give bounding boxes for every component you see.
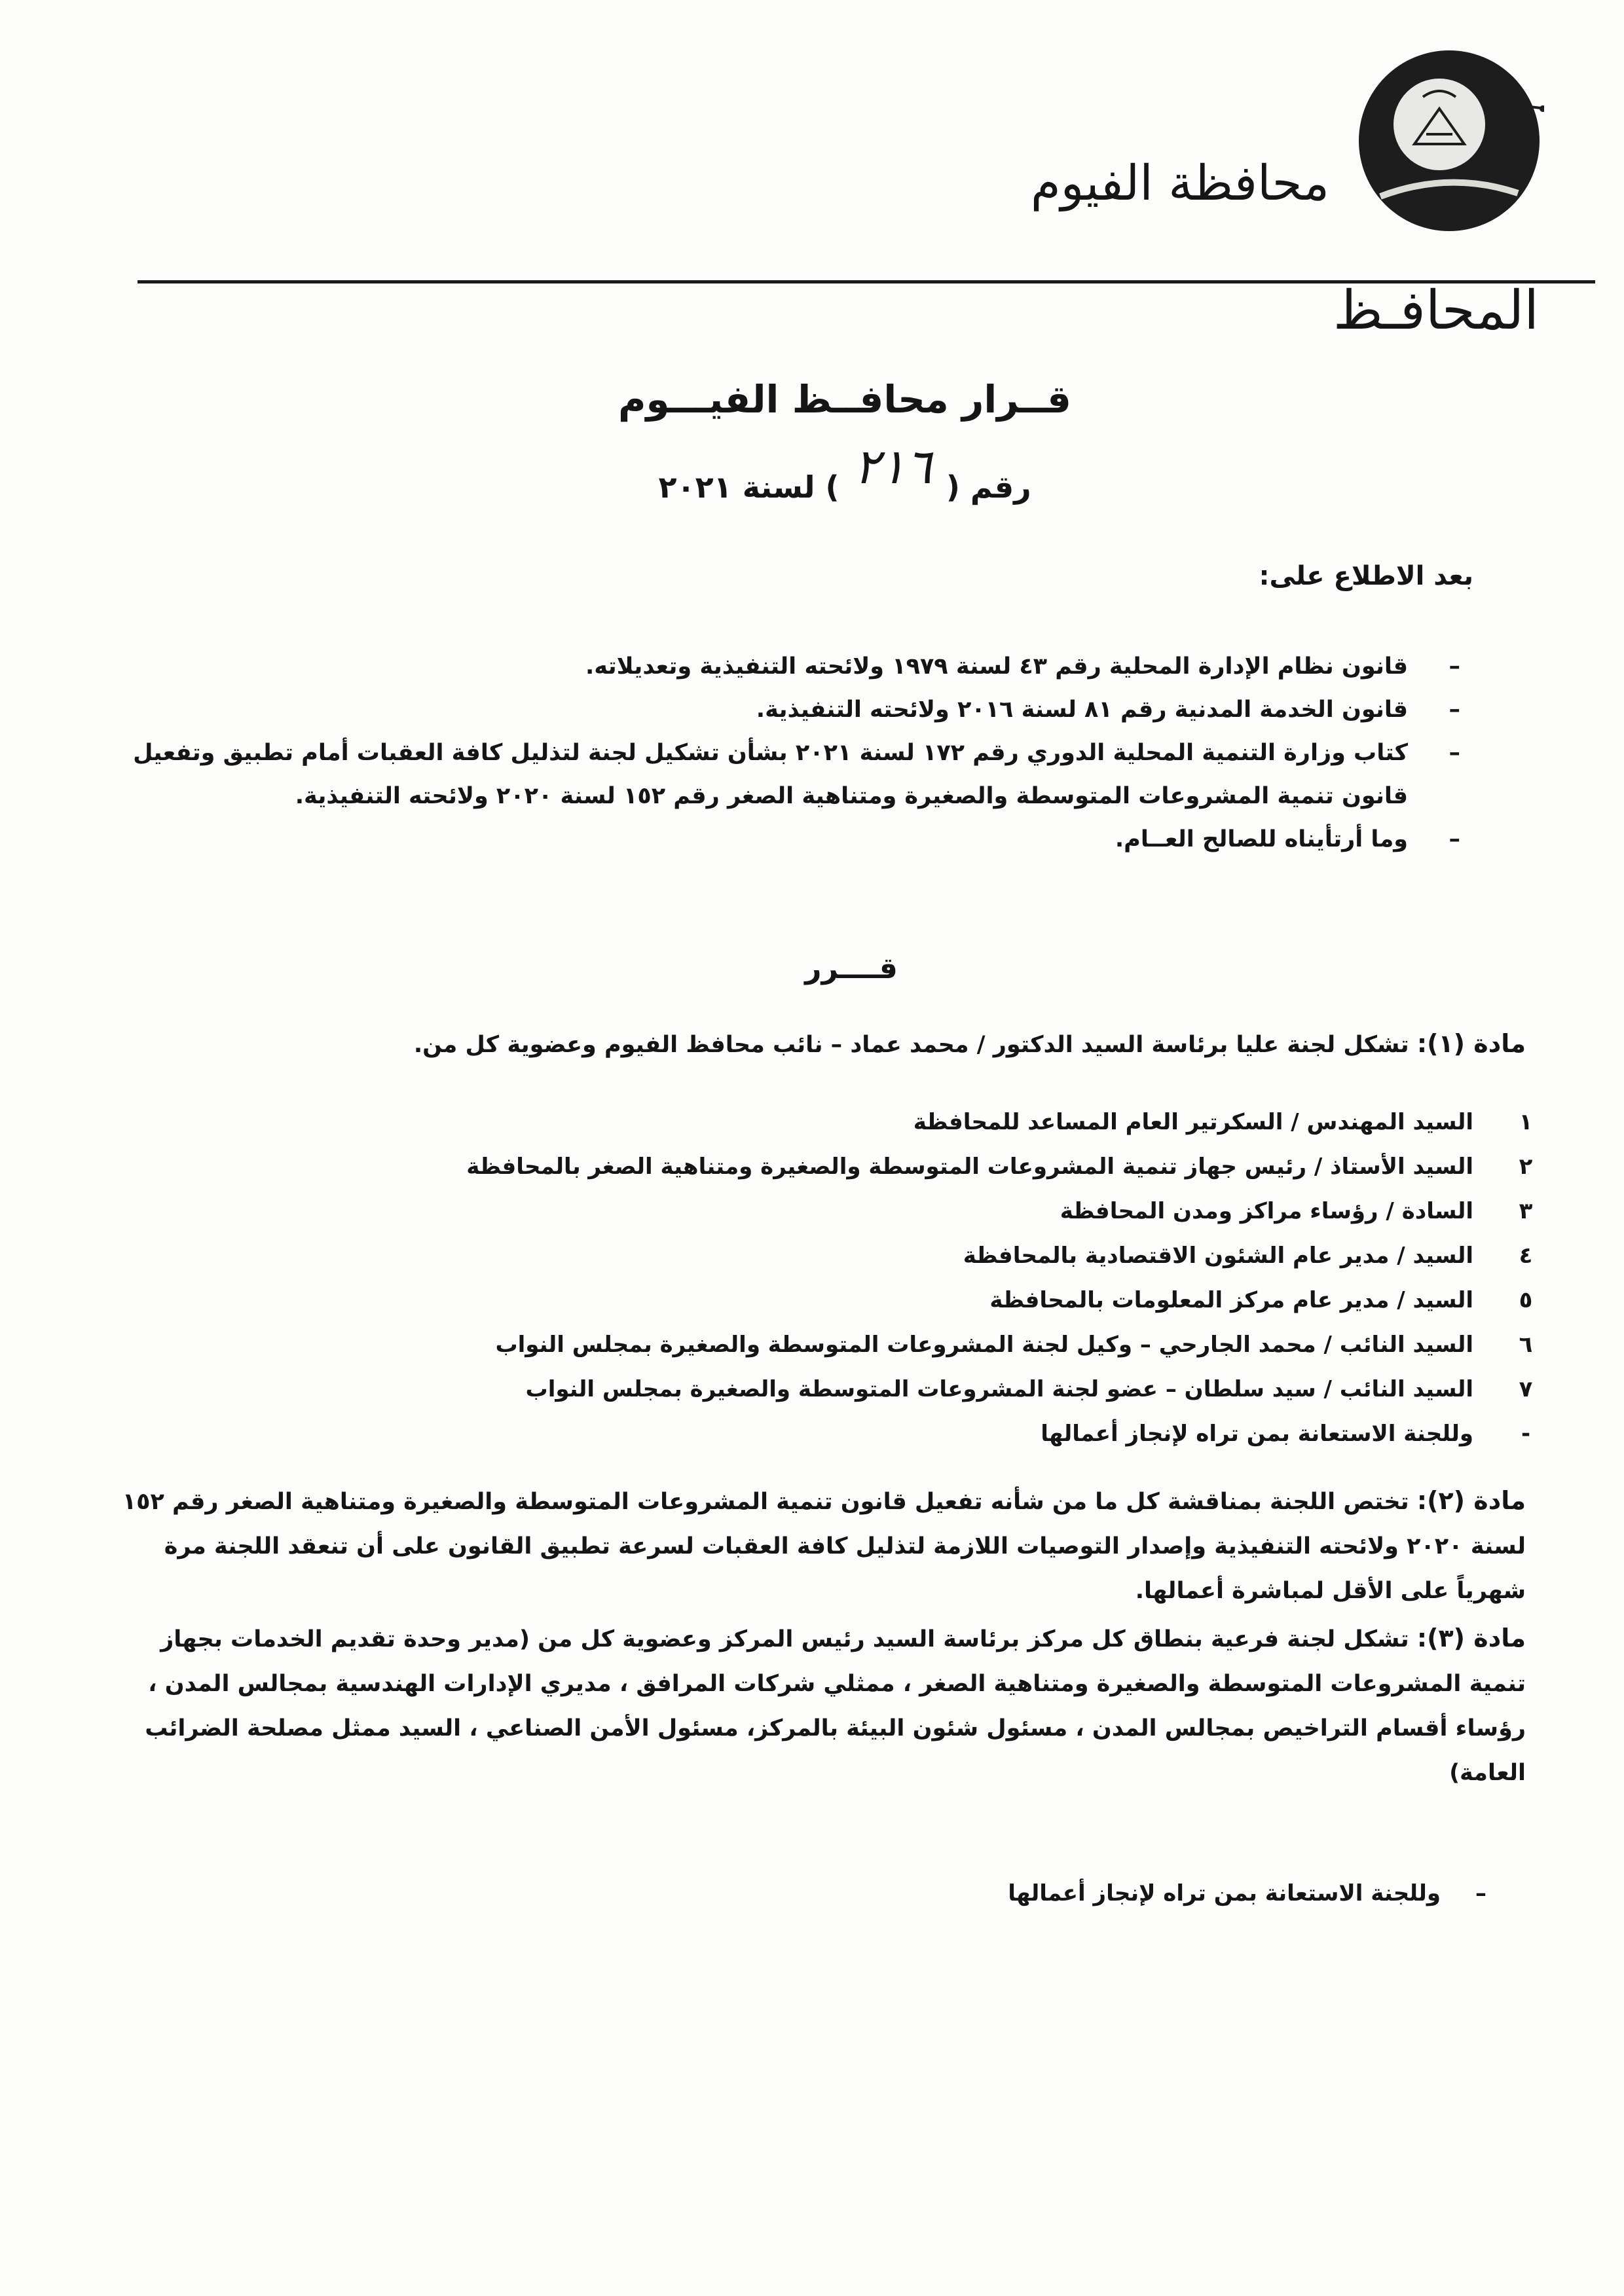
governorate-seal <box>1354 46 1544 236</box>
decided-heading: قــــرر <box>805 952 898 985</box>
member-text: وللجنة الاستعانة بمن تراه لإنجاز أعمالها <box>1041 1421 1473 1447</box>
article-1 <box>118 1021 1526 1067</box>
article-3 <box>118 1616 1526 1795</box>
list-item <box>229 1278 1533 1322</box>
preamble-item: – وما أرتأيناه للصالح العــام. <box>105 818 1408 861</box>
after-review-heading: بعد الاطلاع على: <box>1259 561 1473 591</box>
member-text: السيد الأستاذ / رئيس جهاز تنمية المشروعات المتوسطة والصغيرة ومتناهية الصغر بالمحافظة <box>466 1154 1473 1180</box>
member-text: السيد / مدير عام مركز المعلومات بالمحافظة <box>989 1287 1473 1313</box>
member-number: ٥ <box>1519 1287 1533 1313</box>
article-2 <box>118 1478 1526 1613</box>
preamble-item: – كتاب وزارة التنمية المحلية الدوري رقم ١٧٢ لسنة ٢٠٢١ بشأن تشكيل لجنة لتذليل كافة العقبات أمام تطبيق وتفعيل قانون تنمية المشروعات المتوسطة والصغيرة ومتناهية الصغر رقم ١٥٢ لسنة ٢٠٢٠ ولائحته التنفيذية. <box>105 731 1408 818</box>
member-number: ٢ <box>1519 1154 1533 1180</box>
decree-number-line <box>576 439 1113 517</box>
member-number: ٧ <box>1519 1376 1533 1402</box>
list-item <box>229 1100 1533 1144</box>
article-3-text: تشكل لجنة فرعية بنطاق كل مركز برئاسة السيد رئيس المركز وعضوية كل من (مدير وحدة تقديم الخدمات بجهاز تنمية المشروعات المتوسطة والصغيرة ومتناهية الصغر ، ممثلي شركات المرافق ، مديري الإدارات الهندسية بمجالس المدن ، رؤساء أقسام التراخيص بمجالس المدن ، مسئول شئون البيئة بالمركز، مسئول الأمن الصناعي ، السيد ممثل مصلحة الضرائب العامة) <box>145 1626 1526 1786</box>
member-text: السيد النائب / سيد سلطان – عضو لجنة المشروعات المتوسطة والصغيرة بمجلس النواب <box>525 1376 1473 1402</box>
list-item <box>229 1412 1531 1456</box>
list-item <box>229 1144 1533 1189</box>
number-suffix: ) لسنة ٢٠٢١ <box>658 469 840 505</box>
list-item <box>229 1322 1533 1367</box>
governorate-name: محافظة الفيوم <box>1030 155 1329 211</box>
member-number: ٣ <box>1519 1198 1533 1224</box>
member-number: ٤ <box>1519 1243 1533 1269</box>
article-3-label: مادة (٣): <box>1416 1624 1526 1652</box>
article-2-text: تختص اللجنة بمناقشة كل ما من شأنه تفعيل قانون تنمية المشروعات المتوسطة والصغيرة ومتناهية الصغر رقم ١٥٢ لسنة ٢٠٢٠ ولائحته التنفيذية وإصدار التوصيات اللازمة لتذليل كافة العقبات لسرعة تطبيق القانون على أن تنعقد اللجنة مرة شهرياً على الأقل لمباشرة أعمالها. <box>122 1489 1526 1604</box>
article-2-label: مادة (٢): <box>1416 1486 1526 1515</box>
preamble-list <box>105 645 1408 861</box>
committee-members-list <box>229 1100 1533 1456</box>
handwritten-number: ٢١٦ <box>853 439 932 495</box>
preamble-item: – قانون الخدمة المدنية رقم ٨١ لسنة ٢٠١٦ ولائحته التنفيذية. <box>105 688 1408 731</box>
member-text: السيد / مدير عام الشئون الاقتصادية بالمحافظة <box>963 1243 1473 1269</box>
article-1-label: مادة (١): <box>1416 1029 1526 1058</box>
list-item <box>229 1189 1533 1233</box>
decree-title: قــرار محافــظ الفيـــوم <box>618 377 1071 422</box>
governor-label: المحافـظ <box>1333 280 1539 342</box>
list-item <box>229 1367 1533 1412</box>
article-1-text: تشكل لجنة عليا برئاسة السيد الدكتور / محمد عماد – نائب محافظ الفيوم وعضوية كل من. <box>413 1032 1409 1058</box>
preamble-item: – قانون نظام الإدارة المحلية رقم ٤٣ لسنة ١٩٧٩ ولائحته التنفيذية وتعديلاته. <box>105 645 1408 688</box>
list-item <box>229 1233 1533 1278</box>
article-3-closing: – وللجنة الاستعانة بمن تراه لإنجاز أعمالها <box>1008 1871 1441 1916</box>
member-number: ٦ <box>1519 1332 1533 1358</box>
member-text: السادة / رؤساء مراكز ومدن المحافظة <box>1060 1198 1473 1224</box>
number-prefix: رقم ( <box>946 469 1031 505</box>
member-number: - <box>1521 1421 1531 1447</box>
member-text: السيد المهندس / السكرتير العام المساعد للمحافظة <box>913 1109 1473 1135</box>
member-number: ١ <box>1519 1109 1533 1135</box>
member-text: السيد النائب / محمد الجارحي – وكيل لجنة المشروعات المتوسطة والصغيرة بمجلس النواب <box>495 1332 1473 1358</box>
